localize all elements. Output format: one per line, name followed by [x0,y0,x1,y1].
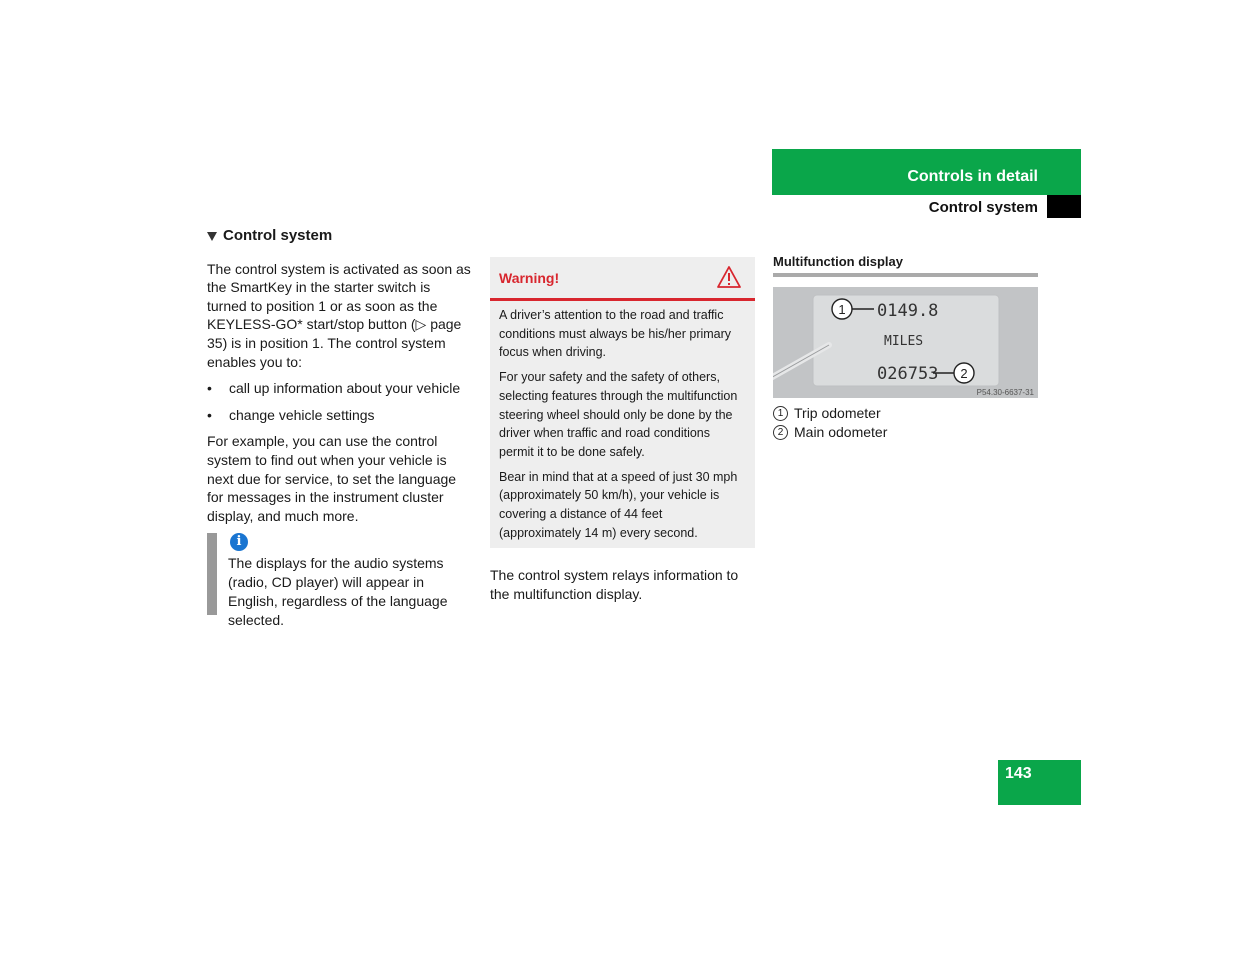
unit-label: MILES [884,334,924,349]
multifunction-display-illustration [773,287,1038,398]
callout-2-number: 2 [960,366,968,381]
page-number-tab [998,760,1081,805]
legend-label: Main odometer [794,424,888,440]
bullet-icon: • [207,380,212,397]
info-text: The displays for the audio systems (radio, CD player) will appear in English, regardless of the language selected. [228,555,448,628]
section-title: Control system [928,199,1038,216]
list-item: • call up information about your vehicle [207,380,461,397]
warning-paragraph: Bear in mind that at a speed of just 30 mph (approximately 50 km/h), your vehicle is covering a distance of 44 feet (approximately 14 m) every second. [499,469,738,540]
warning-box [490,257,755,548]
relay-paragraph: The control system relays information to the multifunction display. [490,567,739,602]
warning-header [490,257,755,301]
legend-item [773,423,1038,442]
section-marker [1047,195,1081,218]
warning-paragraph: For your safety and the safety of others, selecting features through the multifunction steering wheel should only be done by the driver when traffic and road conditions permit it to be done safely. [499,370,738,459]
triangle-down-icon [207,232,217,241]
warning-body [499,306,747,548]
info-bar [207,533,217,615]
divider [773,273,1038,277]
bullet-icon: • [207,406,212,423]
callout-1-number: 1 [838,302,846,317]
display-section-title: Multifunction display [773,254,903,269]
warning-paragraph: A driver’s attention to the road and traffic conditions must always be his/her primary focus when driving. [499,308,732,360]
example-paragraph: For example, you can use the control system to find out when your vehicle is next due for service, to set the language for messages in the instrument cluster display, and much more. [207,433,457,524]
info-icon: i [230,533,248,551]
image-code: P54.30-6637-31 [976,388,1034,397]
legend-item [773,404,1038,423]
page-title: Control system [207,227,472,246]
list-item: • change vehicle settings [207,406,375,423]
legend-label: Trip odometer [794,405,881,421]
warning-triangle-icon [717,266,741,288]
trip-odometer-value: 0149.8 [877,301,939,321]
legend-number: 2 [773,425,788,440]
intro-paragraph: The control system is activated as soon as the SmartKey in the starter switch is turned to position 1 or as soon as the KEYLESS-GO* start/stop button (▷ page 35) is in position 1. The control system enables you to: [207,260,471,370]
main-column [207,227,472,533]
chapter-title: Controls in detail [907,168,1038,185]
info-note [207,533,472,628]
page-number: 143 [1005,765,1032,782]
main-odometer-value: 026753 [877,364,939,384]
warning-label: Warning! [499,270,560,286]
legend-number: 1 [773,406,788,421]
display-legend [773,404,1038,442]
